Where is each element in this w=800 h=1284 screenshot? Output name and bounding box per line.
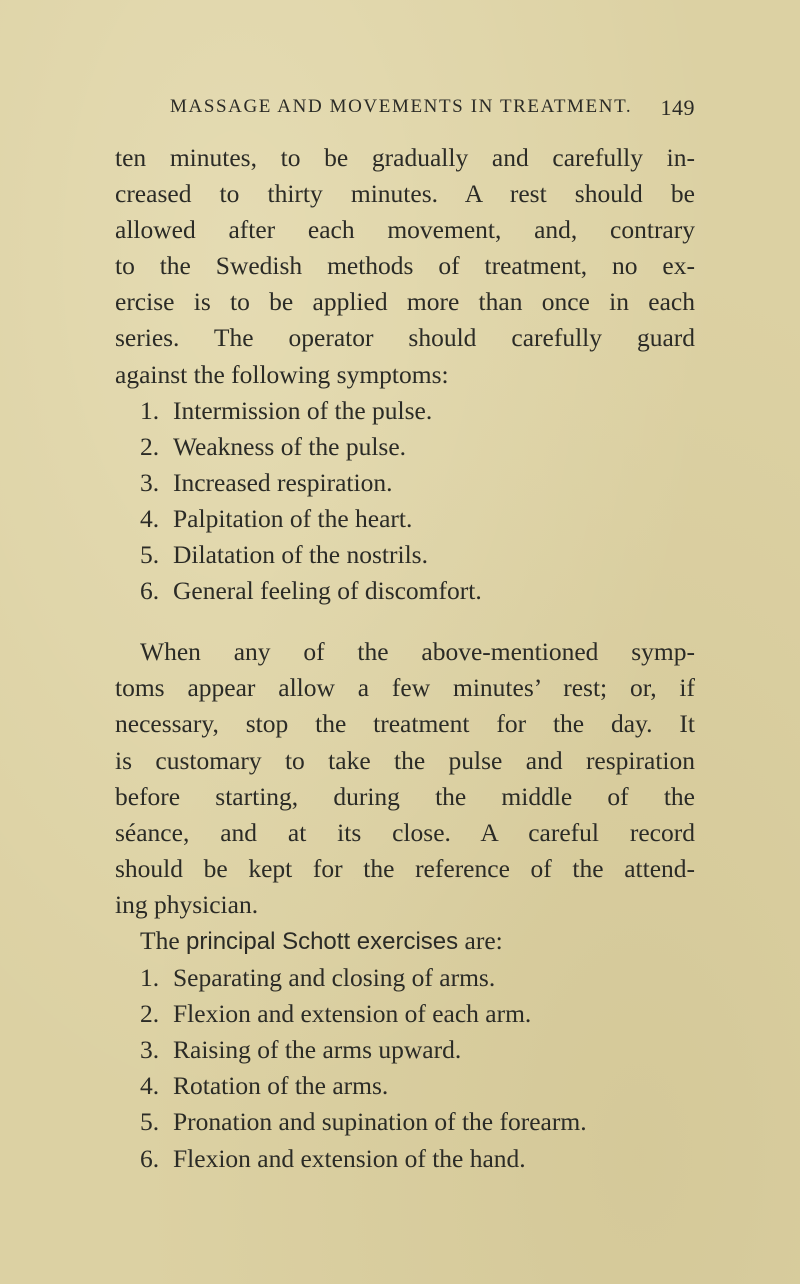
list-item [140, 501, 695, 537]
body-text [115, 140, 695, 1177]
text-line: ercise is to be applied more than once in each [115, 287, 695, 317]
list-item [140, 393, 695, 429]
list-item [140, 537, 695, 573]
text-line: necessary, stop the treatment for the day. It [115, 709, 695, 739]
exercises-list [115, 960, 695, 1177]
list-text: Raising of the arms upward. [173, 1035, 462, 1065]
list-text: Flexion and extension of each arm. [173, 999, 532, 1029]
text-line: before starting, during the middle of the [115, 781, 695, 811]
list-item [140, 996, 695, 1032]
text-line: should be kept for the reference of the attend- [115, 853, 695, 883]
list-text: Intermission of the pulse. [173, 395, 433, 425]
text-line: is customary to take the pulse and respiration [115, 745, 695, 775]
list-item [140, 465, 695, 501]
list-number: 5. [140, 1107, 160, 1137]
paragraph-gap [115, 609, 695, 634]
list-item [140, 1068, 695, 1104]
list-number: 3. [140, 467, 160, 497]
paragraph-1 [115, 140, 695, 393]
text-line: against the following symptoms: [115, 359, 449, 389]
list-text: Dilatation of the nostrils. [173, 540, 428, 570]
paragraph-2 [115, 634, 695, 923]
text-line: toms appear allow a few minutes’ rest; or, if [115, 673, 695, 703]
list-number: 2. [140, 431, 160, 461]
intro-emphasis: principal Schott exercises [186, 927, 459, 955]
list-number: 6. [140, 1143, 160, 1173]
list-number: 1. [140, 395, 160, 425]
list-number: 2. [140, 999, 160, 1029]
list-item [140, 960, 695, 996]
text-line: When any of the above-mentioned symp- [140, 637, 695, 667]
list-item [140, 1141, 695, 1177]
text-line: creased to thirty minutes. A rest should be [115, 179, 695, 209]
list-text: Pronation and supination of the forearm. [173, 1107, 587, 1137]
list-number: 4. [140, 1071, 160, 1101]
list-item [140, 1032, 695, 1068]
list-number: 1. [140, 963, 160, 993]
text-line: series. The operator should carefully guard [115, 323, 695, 353]
list-item [140, 573, 695, 609]
exercises-intro [115, 923, 695, 960]
list-text: Increased respiration. [173, 467, 393, 497]
list-number: 6. [140, 576, 160, 606]
text-line: to the Swedish methods of treatment, no ex- [115, 251, 695, 281]
text-line: ing physician. [115, 889, 259, 919]
symptoms-list [115, 393, 695, 610]
text-line: allowed after each movement, and, contrary [115, 215, 695, 245]
list-text: Flexion and extension of the hand. [173, 1143, 526, 1173]
list-number: 4. [140, 503, 160, 533]
list-item [140, 429, 695, 465]
running-title: MASSAGE AND MOVEMENTS IN TREATMENT. [170, 96, 633, 117]
text-line: séance, and at its close. A careful record [115, 817, 695, 847]
list-number: 3. [140, 1035, 160, 1065]
list-number: 5. [140, 540, 160, 570]
list-text: General feeling of discomfort. [173, 576, 482, 606]
text-line: ten minutes, to be gradually and carefully in- [115, 143, 695, 172]
intro-after: are: [458, 925, 503, 955]
list-text: Weakness of the pulse. [173, 431, 407, 461]
list-text: Rotation of the arms. [173, 1071, 389, 1101]
page-number: 149 [660, 95, 695, 120]
list-text: Separating and closing of arms. [173, 963, 496, 993]
list-text: Palpitation of the heart. [173, 503, 413, 533]
intro-before: The [140, 925, 187, 955]
running-head [170, 96, 695, 118]
list-item [140, 1104, 695, 1140]
